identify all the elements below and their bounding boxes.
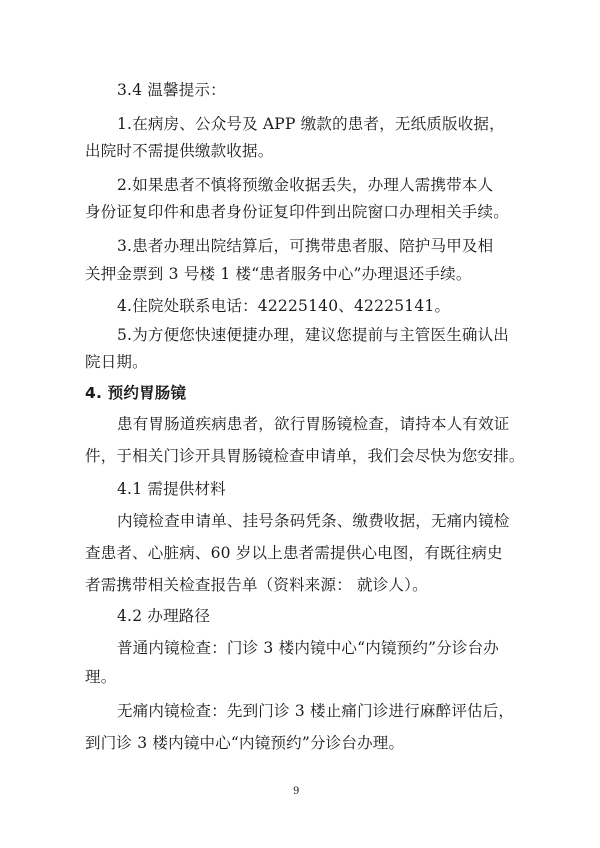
tip-3-line-2: 关押金票到 3 号楼 1 楼“患者服务中心”办理退还手续。 [85,265,472,283]
tip-1-line-2: 出院时不需提供缴款收据。 [85,142,274,160]
tip-2-line-2: 身份证复印件和患者身份证复印件到出院窗口办理相关手续。 [85,203,509,221]
path-2-line-2: 到门诊 3 楼内镜中心“内镜预约”分诊台办理。 [85,734,405,752]
sub-4-2-heading: 4.2 办理路径 [117,607,211,625]
tip-3-line-1: 3.患者办理出院结算后，可携带患者服、陪护马甲及相 [117,237,494,255]
tip-5-line-2: 院日期。 [85,353,148,371]
sub-4-1-heading: 4.1 需提供材料 [117,480,226,498]
section-3-4-heading: 3.4 温馨提示： [117,81,226,99]
path-1-line-2: 理。 [85,668,117,686]
section-4-heading: 4. 预约胃肠镜 [85,384,187,402]
tip-2-line-1: 2.如果患者不慎将预缴金收据丢失，办理人需携带本人 [117,176,494,194]
materials-line-3: 者需携带相关检查报告单（资料来源： 就诊人）。 [85,576,428,594]
materials-line-2: 查患者、心脏病、60 岁以上患者需提供心电图，有既往病史 [85,544,503,562]
tip-1-line-1: 1.在病房、公众号及 APP 缴款的患者，无纸质版收据， [117,115,505,133]
tip-4: 4.住院处联系电话：42225140、42225141。 [117,297,451,315]
tip-5-line-1: 5.为方便您快速便捷办理，建议您提前与主管医生确认出 [117,326,509,344]
path-2-line-1: 无痛内镜检查：先到门诊 3 楼止痛门诊进行麻醉评估后， [117,702,515,720]
materials-line-1: 内镜检查申请单、挂号条码凭条、缴费收据，无痛内镜检 [117,512,510,530]
intro-line-2: 件，于相关门诊开具胃肠镜检查申请单，我们会尽快为您安排。 [85,447,525,465]
page-number: 9 [293,786,300,797]
intro-line-1: 患有胃肠道疾病患者，欲行胃肠镜检查，请持本人有效证 [117,415,510,433]
path-1-line-1: 普通内镜检查：门诊 3 楼内镜中心“内镜预约”分诊台办 [117,639,499,657]
